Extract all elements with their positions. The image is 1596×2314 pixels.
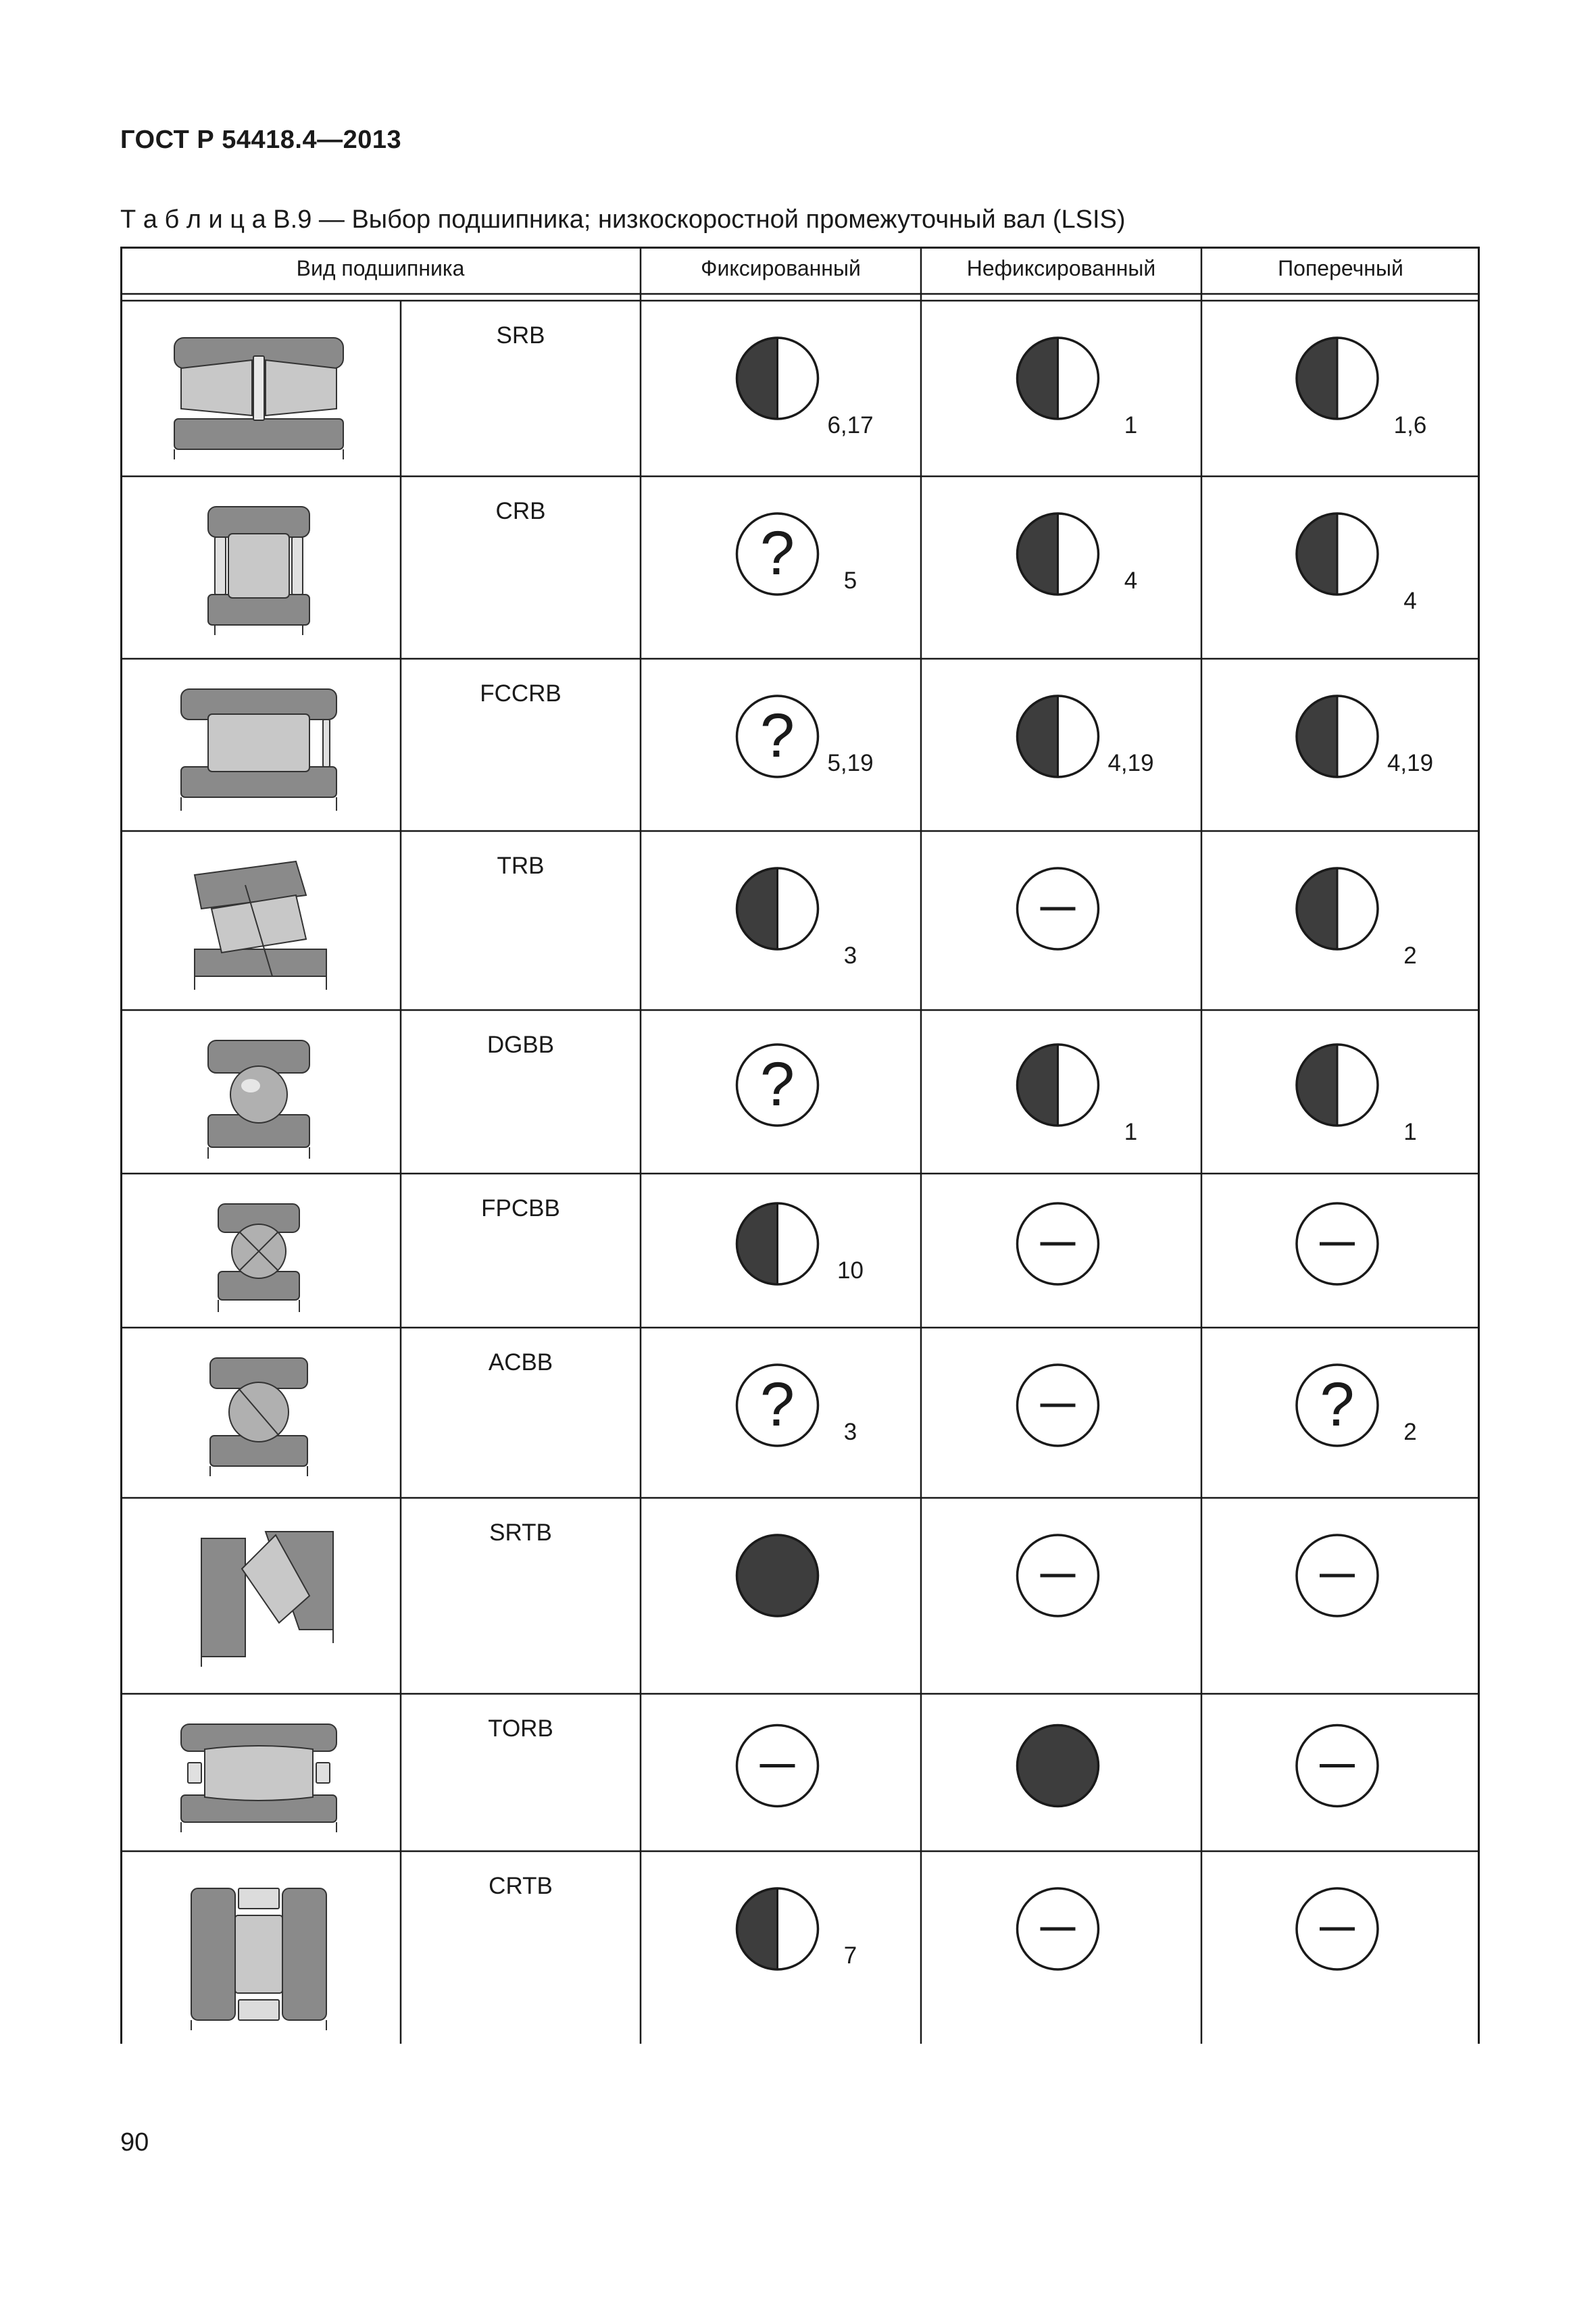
acbb-drawing bbox=[210, 1358, 307, 1476]
footnote-ref: 4 bbox=[1124, 568, 1138, 594]
minus-symbol bbox=[1018, 1203, 1099, 1284]
table-grid bbox=[120, 247, 1480, 2044]
dgbb-drawing bbox=[208, 1040, 309, 1159]
bearing-selection-table bbox=[120, 247, 1480, 2044]
fccrb-drawing bbox=[181, 689, 336, 811]
minus-symbol bbox=[1297, 1726, 1378, 1807]
half-symbol bbox=[1018, 1045, 1099, 1126]
column-header: Фиксированный bbox=[701, 256, 861, 280]
bearing-type-label: TORB bbox=[488, 1715, 553, 1742]
bearing-type-label: ACBB bbox=[488, 1349, 553, 1376]
svg-text:?: ? bbox=[759, 519, 795, 588]
minus-symbol bbox=[1297, 1535, 1378, 1616]
crb-drawing bbox=[208, 507, 309, 635]
footnote-ref: 4,19 bbox=[1107, 750, 1154, 776]
bearing-type-label: SRTB bbox=[489, 1519, 552, 1546]
footnote-ref: 2 bbox=[1403, 1419, 1417, 1445]
bearing-type-label: CRB bbox=[495, 498, 546, 524]
table-caption: Т а б л и ц а В.9 — Выбор подшипника; низкоскоростной промежуточный вал (LSIS) bbox=[120, 205, 1126, 234]
srb-drawing bbox=[174, 338, 343, 459]
half-symbol bbox=[1018, 338, 1099, 419]
footnote-ref: 1 bbox=[1124, 412, 1138, 438]
bearing-type-label: FPCBB bbox=[481, 1195, 560, 1222]
minus-symbol bbox=[1018, 1888, 1099, 1969]
half-symbol bbox=[737, 338, 818, 419]
document-header: ГОСТ Р 54418.4—2013 bbox=[120, 126, 402, 154]
page-number: 90 bbox=[120, 2128, 149, 2157]
footnote-ref: 3 bbox=[843, 942, 857, 969]
footnote-ref: 1,6 bbox=[1393, 412, 1427, 438]
minus-symbol bbox=[1018, 1365, 1099, 1446]
svg-text:?: ? bbox=[759, 1370, 795, 1439]
svg-text:?: ? bbox=[759, 701, 795, 770]
footnote-ref: 2 bbox=[1403, 942, 1417, 969]
torb-drawing bbox=[181, 1724, 336, 1832]
footnote-ref: 10 bbox=[837, 1257, 864, 1284]
half-symbol bbox=[1297, 1045, 1378, 1126]
svg-text:?: ? bbox=[1320, 1370, 1355, 1439]
footnote-ref: 6,17 bbox=[827, 412, 874, 438]
bearing-type-label: SRB bbox=[496, 322, 545, 349]
column-header: Вид подшипника bbox=[296, 256, 465, 280]
half-symbol bbox=[737, 868, 818, 949]
column-header: Нефиксированный bbox=[966, 256, 1156, 280]
trb-drawing bbox=[195, 861, 326, 990]
footnote-ref: 4,19 bbox=[1387, 750, 1434, 776]
minus-symbol bbox=[1018, 1535, 1099, 1616]
footnote-ref: 1 bbox=[1124, 1119, 1138, 1145]
minus-symbol bbox=[1297, 1203, 1378, 1284]
footnote-ref: 4 bbox=[1403, 588, 1417, 614]
full-symbol bbox=[737, 1535, 818, 1616]
srtb-drawing bbox=[201, 1532, 333, 1667]
crtb-drawing bbox=[191, 1888, 326, 2030]
bearing-type-label: DGBB bbox=[487, 1032, 555, 1058]
minus-symbol bbox=[1297, 1888, 1378, 1969]
half-symbol bbox=[1297, 338, 1378, 419]
half-symbol bbox=[1297, 513, 1378, 595]
footnote-ref: 7 bbox=[843, 1942, 857, 1969]
svg-text:?: ? bbox=[759, 1050, 795, 1119]
half-symbol bbox=[1297, 868, 1378, 949]
minus-symbol bbox=[737, 1726, 818, 1807]
footnote-ref: 5 bbox=[843, 568, 857, 594]
footnote-ref: 1 bbox=[1403, 1119, 1417, 1145]
bearing-type-label: CRTB bbox=[489, 1873, 553, 1899]
fpcbb-drawing bbox=[218, 1204, 299, 1312]
bearing-type-label: TRB bbox=[497, 853, 545, 879]
bearing-type-label: FCCRB bbox=[480, 680, 562, 707]
full-symbol bbox=[1018, 1726, 1099, 1807]
minus-symbol bbox=[1018, 868, 1099, 949]
footnote-ref: 5,19 bbox=[827, 750, 874, 776]
column-header: Поперечный bbox=[1278, 256, 1403, 280]
question-symbol bbox=[737, 1045, 818, 1126]
footnote-ref: 3 bbox=[843, 1419, 857, 1445]
